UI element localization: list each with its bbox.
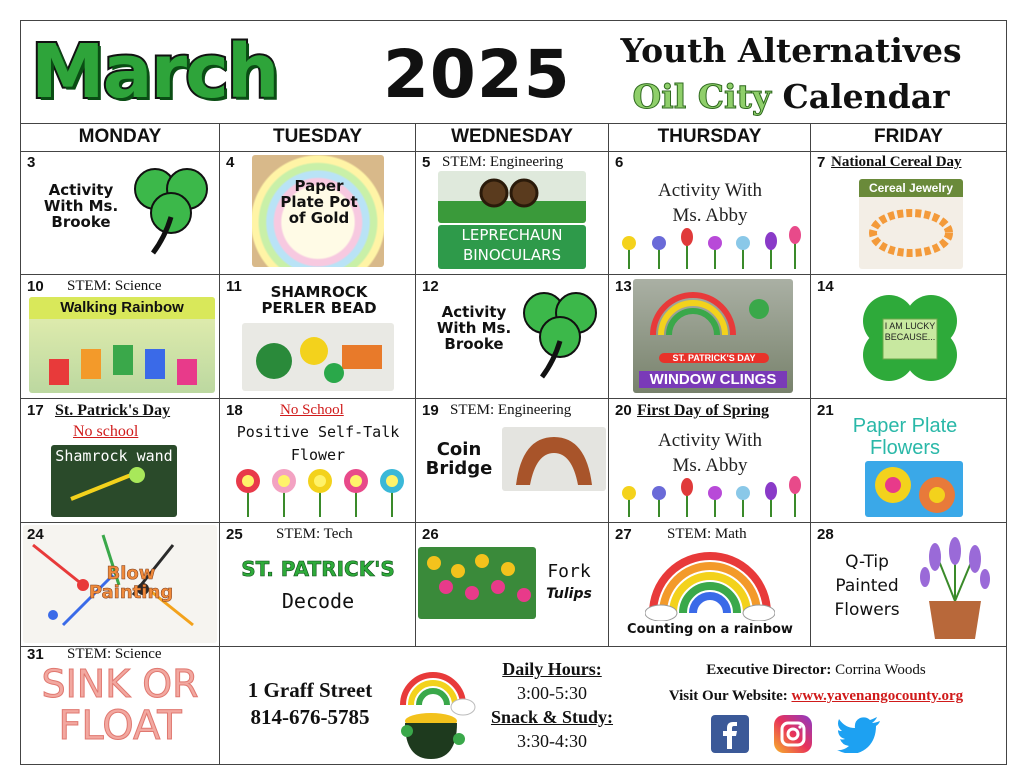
activity-text: Q-Tip Painted Flowers [834, 552, 900, 620]
fork-tulips-image [418, 547, 536, 619]
weekday-friday: FRIDAY [874, 126, 943, 147]
day-cell-18 [220, 399, 416, 522]
paper-plate-flowers-title: Paper Plate Flowers [852, 415, 958, 459]
day-number: 5 [422, 154, 431, 171]
binoculars-image [438, 171, 586, 223]
footer-row [21, 643, 1006, 764]
day-number: 3 [27, 154, 36, 171]
no-school-label: No school [73, 423, 139, 440]
activity-subtext: Decode [281, 589, 355, 613]
rainbow-cups-icon [29, 319, 215, 393]
day-cell-12 [416, 275, 609, 398]
day-cell-28 [811, 523, 1006, 646]
pot-of-gold-image [252, 155, 384, 267]
day-cell-5 [416, 151, 609, 274]
activity-text: Counting on a rainbow [627, 622, 793, 637]
activity-subtext: FLOAT [58, 703, 182, 749]
activity-text: SINK OR [41, 662, 199, 706]
activity-text: ST. PATRICK'S [241, 557, 395, 581]
activity-text: Activity With Ms. Brooke [436, 303, 512, 353]
city-name: Oil City [632, 77, 771, 116]
day-number: 18 [226, 402, 243, 419]
stem-header: STEM: Engineering [450, 402, 572, 418]
pot-of-gold-icon [397, 661, 477, 761]
shamrock-icon [514, 281, 606, 381]
day-number: 11 [226, 278, 242, 295]
perler-bead-image [242, 323, 394, 391]
day-cell-7 [811, 151, 1006, 274]
director-info [629, 657, 1003, 709]
activity-text: Paper Plate Pot of Gold [280, 177, 358, 227]
day-cell-21 [811, 399, 1006, 522]
website-line [629, 683, 1003, 709]
day-number: 17 [27, 402, 44, 419]
day-cell-25 [220, 523, 416, 646]
event-header: First Day of Spring [637, 402, 769, 419]
day-number: 20 [615, 402, 632, 419]
smiling-flowers-icon [230, 467, 410, 517]
activity-text: Activity With Ms. Brooke [43, 181, 119, 231]
lavender-pot-icon [915, 531, 995, 641]
day-cell-6 [609, 151, 811, 274]
week-row-1 [21, 151, 1006, 275]
day-number: 21 [817, 402, 834, 419]
org-subtitle [581, 77, 1001, 116]
week-row-3 [21, 399, 1006, 523]
coin-bridge-image [502, 427, 606, 491]
day-cell-19 [416, 399, 609, 522]
week-row-4 [21, 523, 1006, 647]
weekday-tuesday: TUESDAY [220, 123, 416, 151]
daily-hours-label: Daily Hours: [502, 659, 602, 679]
window-clings-image [633, 279, 793, 393]
stem-header: STEM: Science [67, 646, 162, 662]
counting-rainbow-icon [645, 543, 775, 621]
month-title: March [31, 29, 278, 115]
binoculars-icon [438, 171, 586, 223]
window-clings-banner: WINDOW CLINGS [639, 371, 787, 388]
day-cell-11 [220, 275, 416, 398]
twitter-icon[interactable] [837, 717, 881, 755]
day-cell-3 [21, 151, 220, 274]
tulips-icon [418, 547, 536, 619]
day-number: 10 [27, 278, 44, 295]
day-number: 7 [817, 154, 826, 171]
no-school-label: No School [280, 402, 344, 418]
activity-text: Activity With Ms. Abby [658, 430, 762, 476]
activity-text: Positive Self-Talk Flower [236, 423, 400, 464]
day-cell-27 [609, 523, 811, 646]
day-cell-10 [21, 275, 220, 398]
stpatricks-banner: ST. PATRICK'S DAY [659, 353, 769, 363]
event-header: National Cereal Day [831, 154, 962, 170]
cereal-banner: Cereal Jewelry [859, 179, 963, 197]
stem-header: STEM: Science [67, 278, 162, 294]
day-number: 25 [226, 526, 243, 543]
day-cell-20 [609, 399, 811, 522]
day-cell-26 [416, 523, 609, 646]
spring-flowers-icon [615, 225, 805, 269]
lucky-text: I AM LUCKY BECAUSE... [884, 321, 936, 342]
walking-rainbow-image [29, 297, 215, 393]
weekday-wednesday: WEDNESDAY [416, 123, 609, 151]
activity-text: Fork [547, 561, 591, 582]
day-number: 24 [27, 526, 44, 543]
org-name: Youth Alternatives [620, 31, 962, 70]
day-number: 31 [27, 646, 44, 663]
activity-subtext: Tulips [546, 586, 592, 602]
day-cell-4 [220, 151, 416, 274]
bracelet-icon [859, 197, 963, 269]
perler-shamrocks-icon [242, 323, 394, 391]
binoculars-banner: LEPRECHAUN BINOCULARS [438, 225, 586, 269]
day-cell-31 [21, 643, 220, 764]
event-header: St. Patrick's Day [55, 402, 171, 419]
day-number: 13 [615, 278, 632, 295]
paper-plate-flowers-image [865, 461, 963, 517]
wand-banner: Shamrock wand [55, 447, 173, 465]
day-cell-13 [609, 275, 811, 398]
calendar-header [21, 21, 1006, 124]
hours-info [477, 657, 627, 753]
instagram-icon[interactable] [774, 715, 814, 753]
day-cell-24 [21, 523, 220, 646]
calendar-frame [20, 20, 1007, 765]
activity-text: Blow Painting [88, 563, 174, 603]
snack-study-hours: 3:30-4:30 [517, 731, 587, 751]
calendar-word: Calendar [782, 77, 950, 116]
day-number: 14 [817, 278, 834, 295]
cereal-jewelry-image [859, 179, 963, 269]
rainbow-cling-icon [633, 279, 793, 343]
calendar-grid [21, 151, 1006, 647]
phone: 814-676-5785 [250, 705, 370, 729]
director-name: Corrina Woods [835, 662, 926, 678]
week-row-2 [21, 275, 1006, 399]
activity-text: Coin Bridge [425, 439, 493, 479]
spring-flowers-icon [615, 475, 805, 517]
year-title: 2025 [383, 36, 571, 113]
day-number: 12 [422, 278, 439, 295]
day-number: 26 [422, 526, 439, 543]
website-link[interactable]: www.yavenangocounty.org [791, 688, 964, 704]
rainbow-banner: Walking Rainbow [29, 297, 215, 319]
day-number: 19 [422, 402, 439, 419]
day-cell-14 [811, 275, 1006, 398]
day-number: 28 [817, 526, 834, 543]
snack-study-label: Snack & Study: [490, 707, 614, 727]
activity-text: Activity With Ms. Abby [658, 180, 762, 226]
day-number: 6 [615, 154, 624, 171]
weekday-monday: MONDAY [21, 123, 220, 151]
day-cell-17 [21, 399, 220, 522]
director-label: Executive Director: [706, 662, 832, 678]
shamrock-wand-image [51, 445, 177, 517]
address: 1 Graff Street [247, 678, 373, 702]
contact-info [235, 677, 385, 731]
day-number: 4 [226, 154, 235, 171]
stem-header: STEM: Engineering [442, 154, 564, 170]
wand-icon [51, 465, 177, 501]
director-line [629, 657, 1003, 683]
coin-stack-icon [502, 427, 606, 491]
weekday-thursday: THURSDAY [609, 123, 811, 151]
day-number: 27 [615, 526, 632, 543]
daily-hours: 3:00-5:30 [517, 683, 587, 703]
stem-header: STEM: Tech [276, 526, 353, 542]
weekday-header-row [21, 123, 1006, 152]
flower-plates-icon [865, 461, 963, 517]
website-label: Visit Our Website: [668, 688, 788, 704]
activity-text: SHAMROCK PERLER BEAD [261, 283, 377, 317]
shamrock-icon [125, 157, 217, 257]
stem-header: STEM: Math [667, 526, 747, 542]
